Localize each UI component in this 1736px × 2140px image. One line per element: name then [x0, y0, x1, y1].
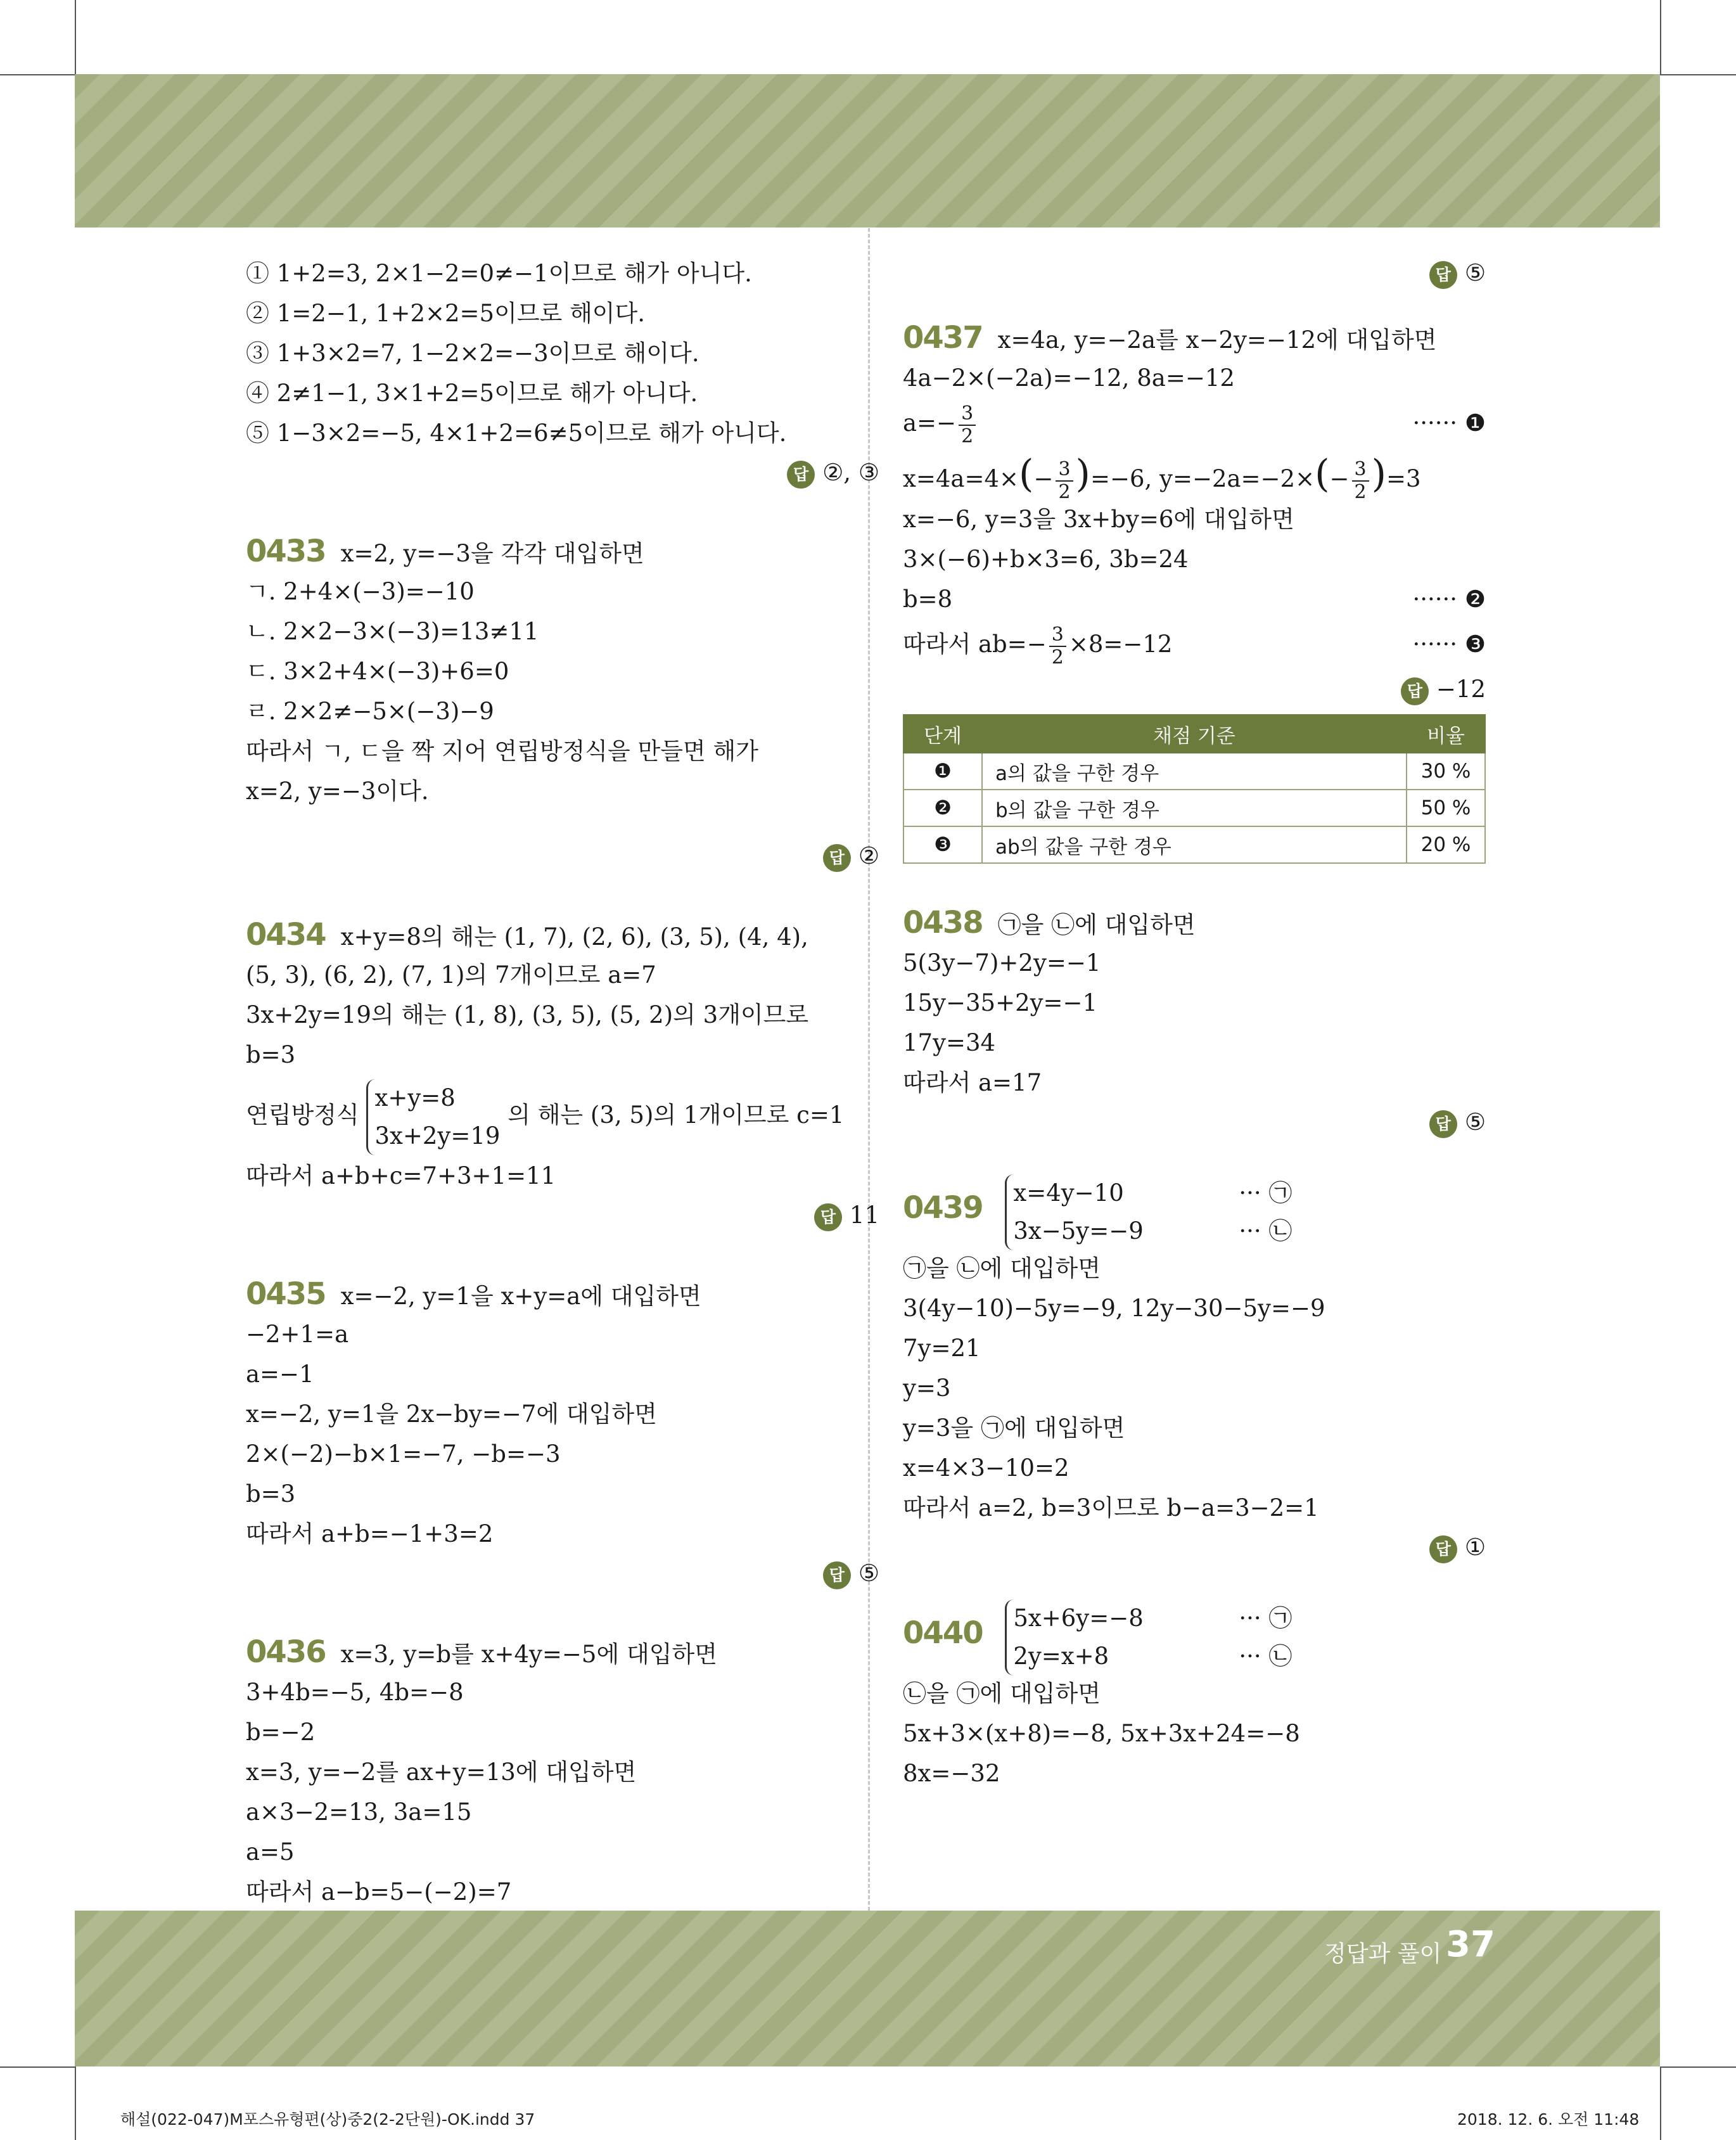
- problem-0435-header: [246, 1274, 879, 1314]
- problem-number: 0437: [903, 320, 983, 356]
- solution-line: ㉡을 ㉠에 대입하면: [903, 1680, 1101, 1707]
- answer-value: −12: [1436, 676, 1486, 703]
- solution-line: 3x+2y=19의 해는 (1, 8), (3, 5), (5, 2)의 3개이므로: [246, 1001, 809, 1028]
- table-header: 비율: [1407, 715, 1485, 753]
- solution-line: 5x+3×(x+8)=−8, 5x+3x+24=−8: [903, 1720, 1300, 1747]
- equation-text: x=4y−10: [1013, 1179, 1124, 1207]
- problem-0436-header: [246, 1632, 879, 1672]
- left-column: [246, 253, 879, 1912]
- equation-system: [366, 1079, 500, 1155]
- answer-value: ⑤: [1464, 1108, 1486, 1136]
- problem-number: 0438: [903, 905, 983, 940]
- solution-line: [903, 398, 1486, 449]
- step-dots: ······: [1412, 586, 1458, 613]
- answer-row: [903, 1528, 1486, 1567]
- answer-row: [903, 670, 1486, 709]
- problem-number: 0435: [246, 1276, 326, 1312]
- answer-badge: 답: [1429, 1110, 1457, 1138]
- answer-value: ②: [858, 842, 879, 869]
- table-cell-ratio: 20 %: [1407, 826, 1485, 863]
- solution-line: 7y=21: [903, 1335, 981, 1362]
- solution-line: ④ 2≠1−1, 3×1+2=5이므로 해가 아니다.: [246, 380, 698, 407]
- print-slug-date: 2018. 12. 6. 오전 11:48: [1457, 2110, 1640, 2129]
- answer-row: [903, 1103, 1486, 1142]
- paren: (: [1019, 452, 1034, 496]
- solution-line: ③ 1+3×2=7, 1−2×2=−3이므로 해이다.: [246, 340, 699, 367]
- equation-tag: ··· ㉠: [1239, 1179, 1292, 1207]
- table-row: [903, 753, 1485, 790]
- table-cell-criterion: ab의 값을 구한 경우: [982, 826, 1407, 863]
- solution-line: ① 1+2=3, 2×1−2=0≠−1이므로 해가 아니다.: [246, 260, 752, 287]
- system-line: [246, 1075, 879, 1156]
- answer-row: [246, 453, 879, 492]
- step-dots: ······: [1412, 631, 1458, 658]
- answer-value: ⑤: [1464, 259, 1486, 286]
- solution-line: x=4×3−10=2: [903, 1454, 1069, 1482]
- fraction-denominator: 2: [1051, 646, 1064, 669]
- crop-mark: [0, 2066, 75, 2068]
- solution-line: [903, 619, 1486, 670]
- crop-mark: [1660, 2066, 1661, 2140]
- solution-line: −2+1=a: [246, 1321, 349, 1348]
- problem-0433-header: [246, 532, 879, 572]
- solution-line: 8x=−32: [903, 1760, 1000, 1787]
- equation-text: ×8=−12: [1068, 631, 1173, 658]
- solution-line: ㄷ. 3×2+4×(−3)+6=0: [246, 658, 509, 685]
- problem-intro: ㉠을 ㉡에 대입하면: [997, 911, 1196, 939]
- equation-text: a=−: [903, 409, 957, 437]
- solution-line: 따라서 a−b=5−(−2)=7: [246, 1878, 512, 1906]
- table-cell-criterion: b의 값을 구한 경우: [982, 790, 1407, 826]
- problem-number: 0434: [246, 917, 326, 952]
- problem-0440-header: [903, 1592, 1486, 1674]
- solution-line: x=−6, y=3을 3x+by=6에 대입하면: [903, 506, 1294, 533]
- step-number: ❶: [1464, 409, 1486, 437]
- problem-0437-header: [903, 318, 1486, 358]
- problem-0439-header: [903, 1167, 1486, 1248]
- step-number: ❸: [1464, 631, 1486, 658]
- equation-tag: ··· ㉡: [1239, 1217, 1292, 1245]
- solution-line: ② 1=2−1, 1+2×2=5이므로 해이다.: [246, 300, 646, 327]
- equation-text: 5x+6y=−8: [1013, 1604, 1144, 1632]
- crop-mark: [0, 74, 75, 75]
- equation-2: [1013, 1637, 1292, 1675]
- solution-line: [903, 449, 1486, 503]
- solution-line: [903, 579, 1486, 619]
- answer-badge: 답: [823, 844, 851, 872]
- solution-line: a=5: [246, 1838, 295, 1866]
- paren: ): [1075, 452, 1090, 496]
- solution-line: b=3: [246, 1041, 296, 1068]
- equation-text: x=4a=4×: [903, 465, 1019, 492]
- solution-line: 따라서 a=17: [903, 1069, 1042, 1096]
- table-cell-ratio: 30 %: [1407, 753, 1485, 790]
- table-header: 채점 기준: [982, 715, 1407, 753]
- answer-badge: 답: [823, 1561, 851, 1589]
- step-marker: [1412, 619, 1486, 670]
- solution-line: ㉠을 ㉡에 대입하면: [903, 1255, 1101, 1282]
- step-marker: [1412, 398, 1486, 449]
- answer-value: ①: [1464, 1534, 1486, 1561]
- step-dots: ······: [1412, 409, 1458, 437]
- equation-system: [1005, 1174, 1292, 1250]
- problem-number: 0433: [246, 534, 326, 569]
- answer-value: ⑤: [858, 1560, 879, 1587]
- equation-system: [1005, 1599, 1292, 1675]
- solution-line: 15y−35+2y=−1: [903, 989, 1098, 1016]
- solution-line: 따라서 ㄱ, ㄷ을 짝 지어 연립방정식을 만들면 해가: [246, 738, 758, 765]
- fraction-numerator: 3: [1056, 459, 1073, 482]
- table-cell-criterion: a의 값을 구한 경우: [982, 753, 1407, 790]
- answer-badge: 답: [1429, 261, 1457, 289]
- equation-text: =−6, y=−2a=−2×: [1090, 465, 1315, 492]
- answer-value: ②, ③: [822, 459, 879, 486]
- solution-line: 17y=34: [903, 1029, 996, 1056]
- page-number: 37: [1446, 1924, 1495, 1965]
- solution-line: 3+4b=−5, 4b=−8: [246, 1679, 464, 1706]
- solution-line: a×3−2=13, 3a=15: [246, 1798, 472, 1826]
- fraction-numerator: 3: [1049, 624, 1066, 647]
- table-cell-ratio: 50 %: [1407, 790, 1485, 826]
- problem-intro: x=−2, y=1을 x+y=a에 대입하면: [340, 1283, 701, 1310]
- answer-row: [246, 1554, 879, 1593]
- equation-text: b=8: [903, 586, 953, 613]
- header-band: [75, 74, 1660, 227]
- system-prefix: 연립방정식: [246, 1101, 359, 1129]
- answer-row: [903, 253, 1486, 293]
- solution-line: b=3: [246, 1480, 296, 1508]
- solution-line: 4a−2×(−2a)=−12, 8a=−12: [903, 364, 1235, 392]
- fraction-numerator: 3: [1352, 459, 1369, 482]
- answer-row: [246, 836, 879, 876]
- system-suffix: 의 해는 (3, 5)의 1개이므로 c=1: [507, 1101, 845, 1129]
- fraction: [959, 403, 976, 447]
- fraction-numerator: 3: [959, 403, 976, 426]
- paren: (: [1315, 452, 1330, 496]
- minus-sign: −: [1033, 465, 1054, 492]
- minus-sign: −: [1329, 465, 1350, 492]
- solution-line: x=3, y=−2를 ax+y=13에 대입하면: [246, 1759, 637, 1786]
- solution-line: 3×(−6)+b×3=6, 3b=24: [903, 546, 1189, 573]
- fraction-denominator: 2: [961, 425, 974, 447]
- solution-line: b=−2: [246, 1719, 316, 1746]
- table-header-row: [903, 715, 1485, 753]
- crop-mark: [1660, 74, 1736, 75]
- crop-mark: [1660, 0, 1661, 74]
- answer-badge: 답: [787, 461, 815, 489]
- problem-number: 0436: [246, 1634, 326, 1670]
- step-number: ❷: [1464, 586, 1486, 613]
- answer-badge: 답: [1429, 1535, 1457, 1563]
- solution-line: 5(3y−7)+2y=−1: [903, 949, 1101, 977]
- footer-band: [75, 1911, 1660, 2066]
- answer-badge: 답: [814, 1203, 842, 1231]
- equation-text: 따라서 ab=−: [903, 631, 1047, 658]
- table-cell-step: ❷: [903, 790, 982, 826]
- problem-number: 0440: [903, 1615, 983, 1651]
- equation-tag: ··· ㉡: [1239, 1642, 1292, 1670]
- equation-1: [1013, 1599, 1292, 1637]
- answer-row: [246, 1196, 879, 1235]
- fraction: [1056, 459, 1073, 503]
- solution-line: 따라서 a=2, b=3이므로 b−a=3−2=1: [903, 1494, 1319, 1522]
- solution-line: 3(4y−10)−5y=−9, 12y−30−5y=−9: [903, 1295, 1325, 1322]
- problem-intro: x=3, y=b를 x+4y=−5에 대입하면: [340, 1641, 717, 1668]
- crop-mark: [1660, 2066, 1736, 2068]
- equation-1: x+y=8: [374, 1084, 456, 1112]
- solution-line: 따라서 a+b=−1+3=2: [246, 1520, 494, 1547]
- section-title: 정답과 풀이: [1324, 1941, 1442, 1967]
- equation-2: [1013, 1212, 1292, 1250]
- fraction: [1352, 459, 1369, 503]
- fraction: [1049, 624, 1066, 669]
- grading-table: [903, 714, 1486, 864]
- solution-line: x=2, y=−3이다.: [246, 778, 429, 805]
- solution-line: (5, 3), (6, 2), (7, 1)의 7개이므로 a=7: [246, 961, 656, 989]
- answer-badge: 답: [1401, 677, 1429, 705]
- step-marker: [1412, 579, 1486, 619]
- solution-line: x=−2, y=1을 2x−by=−7에 대입하면: [246, 1400, 657, 1428]
- solution-line: ㄴ. 2×2−3×(−3)=13≠11: [246, 618, 539, 645]
- answer-value: 11: [849, 1201, 879, 1229]
- problem-number: 0439: [903, 1190, 983, 1226]
- equation-text: 3x−5y=−9: [1013, 1217, 1144, 1245]
- problem-intro: x+y=8의 해는 (1, 7), (2, 6), (3, 5), (4, 4),: [340, 923, 808, 951]
- fraction-denominator: 2: [1354, 480, 1367, 503]
- solution-line: 2×(−2)−b×1=−7, −b=−3: [246, 1440, 561, 1468]
- crop-mark: [75, 2066, 76, 2140]
- equation-text: 2y=x+8: [1013, 1642, 1109, 1670]
- solution-line: ㄱ. 2+4×(−3)=−10: [246, 578, 475, 605]
- equation-1: [1013, 1174, 1292, 1212]
- solution-line: y=3을 ㉠에 대입하면: [903, 1414, 1125, 1442]
- equation-tag: ··· ㉠: [1239, 1604, 1292, 1632]
- solution-line: 따라서 a+b+c=7+3+1=11: [246, 1162, 556, 1189]
- print-slug-file: 해설(022-047)M포스유형편(상)중2(2-2단원)-OK.indd 37: [120, 2110, 535, 2129]
- solution-line: a=−1: [246, 1361, 314, 1388]
- table-header: 단계: [903, 715, 982, 753]
- solution-line: y=3: [903, 1374, 951, 1402]
- problem-0434-header: [246, 915, 879, 955]
- table-row: [903, 826, 1485, 863]
- table-cell-step: ❶: [903, 753, 982, 790]
- fraction-denominator: 2: [1058, 480, 1071, 503]
- problem-intro: x=4a, y=−2a를 x−2y=−12에 대입하면: [997, 326, 1437, 354]
- solution-line: ㄹ. 2×2≠−5×(−3)−9: [246, 698, 494, 725]
- equation-2: 3x+2y=19: [374, 1122, 501, 1150]
- table-row: [903, 790, 1485, 826]
- equation-text: =3: [1386, 465, 1421, 492]
- table-cell-step: ❸: [903, 826, 982, 863]
- paren: ): [1371, 452, 1387, 496]
- crop-mark: [75, 0, 76, 74]
- problem-intro: x=2, y=−3을 각각 대입하면: [340, 540, 644, 567]
- problem-0438-header: [903, 903, 1486, 943]
- right-column: [903, 253, 1486, 1793]
- solution-line: ⑤ 1−3×2=−5, 4×1+2=6≠5이므로 해가 아니다.: [246, 420, 787, 447]
